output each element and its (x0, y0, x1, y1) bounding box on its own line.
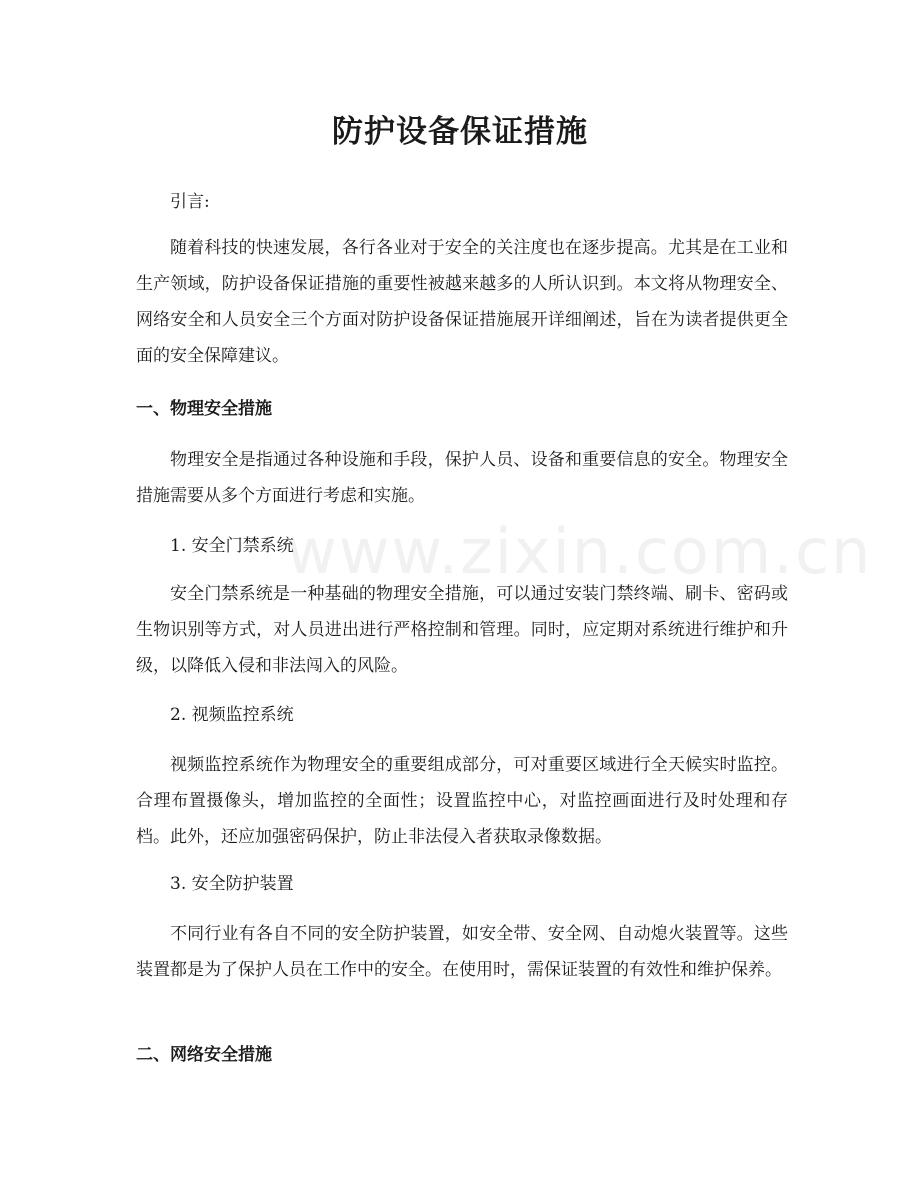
subheading-protective-devices: 3. 安全防护装置 (170, 874, 294, 894)
watermark: www.zixin.com.cn (286, 515, 873, 588)
page-title: 防护设备保证措施 (332, 114, 588, 150)
paragraph-video-surveillance: 视频监控系统作为物理安全的重要组成部分，可对重要区域进行全天候实时监控。合理布置摄像头，增加监控的全面性；设置监控中心，对监控画面进行及时处理和存档。此外，还应加强密码保护，防止非法侵入者获取录像数据。 (136, 755, 788, 847)
section-heading-network: 二、网络安全措施 (136, 1045, 272, 1065)
section-paragraph-physical: 物理安全是指通过各种设施和手段，保护人员、设备和重要信息的安全。物理安全措施需要从多个方面进行考虑和实施。 (136, 450, 788, 506)
subheading-video-surveillance: 2. 视频监控系统 (170, 705, 294, 725)
subheading-access-control: 1. 安全门禁系统 (170, 536, 294, 556)
paragraph-access-control: 安全门禁系统是一种基础的物理安全措施，可以通过安装门禁终端、刷卡、密码或生物识别等方式，对人员进出进行严格控制和管理。同时，应定期对系统进行维护和升级，以降低入侵和非法闯入的风险。 (136, 584, 788, 676)
section-heading-physical: 一、物理安全措施 (136, 399, 272, 419)
paragraph-protective-devices: 不同行业有各自不同的安全防护装置，如安全带、安全网、自动熄火装置等。这些装置都是为了保护人员在工作中的安全。在使用时，需保证装置的有效性和维护保养。 (136, 924, 788, 980)
intro-paragraph: 随着科技的快速发展，各行各业对于安全的关注度也在逐步提高。尤其是在工业和生产领域，防护设备保证措施的重要性被越来越多的人所认识到。本文将从物理安全、网络安全和人员安全三个方面对防护设备保证措施展开详细阐述，旨在为读者提供更全面的安全保障建议。 (136, 238, 788, 366)
intro-label: 引言: (170, 192, 210, 212)
